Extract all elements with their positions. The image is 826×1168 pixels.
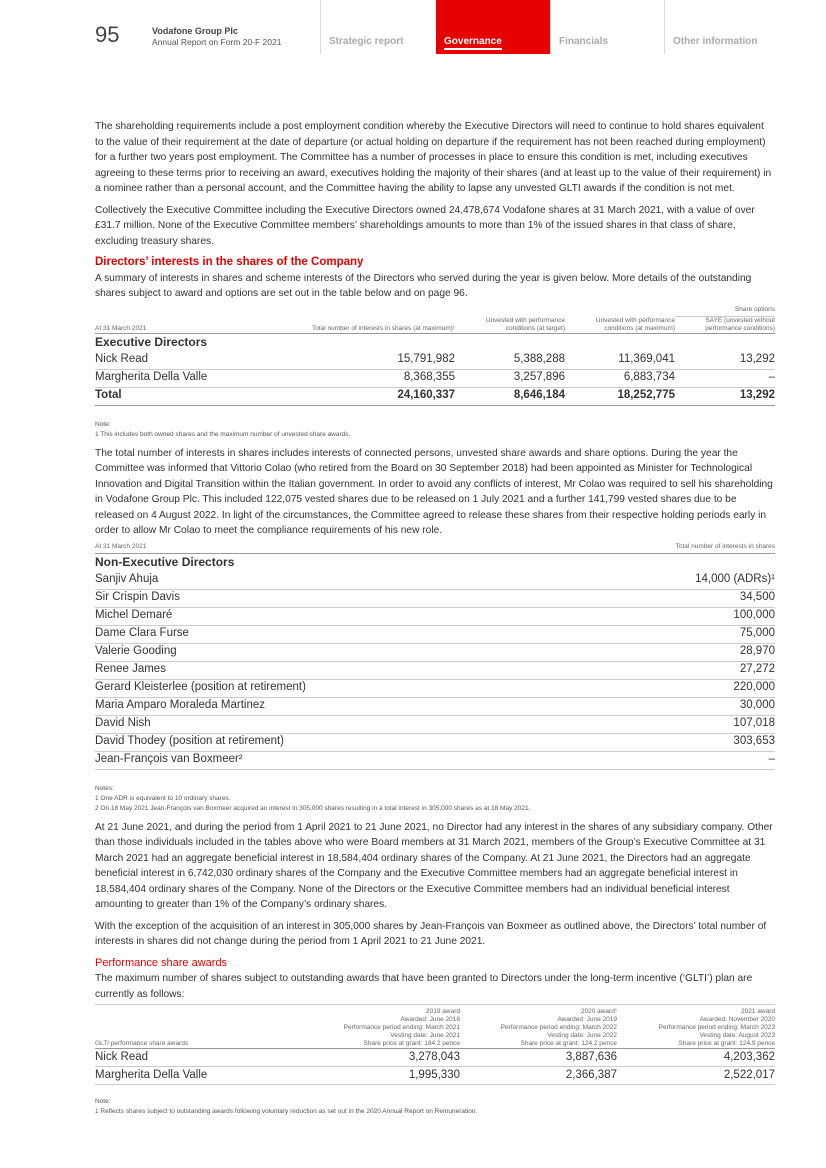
column-header: 2020 award¹ Awarded: June 2019 Performance period ending: March 2022 Vesting date: June 2022 Share price at grant: 124.2 pence bbox=[460, 1005, 617, 1049]
paragraph: The total number of interests in shares includes interests of connected persons, unvested share awards and share options. During the year the Committee was informed that Vittorio Colao (who retired from the Board on 30 September 2018) had been appointed as Minister for Technological Innovation and Digital Transition within the Italian government. In order to avoid any conflicts of interest, Mr Colao was required to sell his shareholding in Vodafone Group Plc. This included 122,075 vested shares due to be released on 1 July 2021 and a further 141,799 vested shares due to be released on 4 August 2022. In light of the circumstances, the Committee agreed to release these shares from their respective holding periods early in order to allow Mr Colao to meet the compliance requirements of his new role. bbox=[95, 447, 773, 536]
table-row bbox=[95, 679, 775, 697]
cell: 13,292 bbox=[675, 352, 775, 370]
date-label: At 31 March 2021 bbox=[95, 541, 557, 554]
tab-governance[interactable]: Governance bbox=[436, 0, 550, 54]
cell: 6,883,734 bbox=[565, 369, 675, 387]
row-name: Margherita Della Valle bbox=[95, 369, 295, 387]
table-section-label: Non-Executive Directors bbox=[95, 554, 235, 569]
column-header: Unvested with performance conditions (at target) bbox=[485, 316, 565, 332]
column-header: SAYE (unvested without performance conditions) bbox=[705, 316, 775, 332]
row-name: Sir Crispin Davis bbox=[95, 589, 557, 607]
page-header bbox=[0, 0, 826, 54]
cell: 27,272 bbox=[557, 661, 775, 679]
total-row bbox=[95, 387, 775, 405]
cell: 8,646,184 bbox=[455, 387, 565, 405]
cell: 75,000 bbox=[557, 625, 775, 643]
paragraph: The maximum number of shares subject to outstanding awards that have been granted to Directors under the long-term incentive (‘GLTI’) plan are currently as follows: bbox=[95, 973, 753, 1000]
subsection-heading: Performance share awards bbox=[95, 956, 228, 969]
cell: – bbox=[675, 369, 775, 387]
cell: 2,522,017 bbox=[617, 1067, 775, 1085]
tab-financials[interactable]: Financials bbox=[550, 0, 664, 54]
row-name: Maria Amparo Moraleda Martinez bbox=[95, 697, 557, 715]
paragraph: At 21 June 2021, and during the period from 1 April 2021 to 21 June 2021, no Director had any interest in the shares of any subsidiary company. Other than those individuals included in the tables above who were Board members at 31 March 2021, members of the Group’s Executive Committee at 31 March 2021 had an aggregate beneficial interest in 18,584,404 ordinary shares of the Company. At 21 June 2021, the Directors had an aggregate beneficial interest in 6,742,030 ordinary shares of the Company and the Executive Committee members had an aggregate beneficial interest in 18,584,404 ordinary shares of the Company. None of the Directors or the Executive Committee members had an individual beneficial interest amounting to greater than 1% of the Company’s ordinary shares. bbox=[95, 821, 773, 910]
cell: 3,278,043 bbox=[305, 1049, 460, 1067]
cell: 5,388,288 bbox=[455, 352, 565, 370]
cell: 303,653 bbox=[557, 733, 775, 751]
table-row bbox=[95, 643, 775, 661]
section-heading: Directors’ interests in the shares of the Company bbox=[95, 256, 364, 268]
table-row bbox=[95, 607, 775, 625]
table-row bbox=[95, 661, 775, 679]
footnote: 1 Reflects shares subject to outstanding awards following voluntary reduction as set out in the 2020 Annual Report on Remuneration. bbox=[95, 1108, 478, 1115]
footnote: 1 This includes both owned shares and the maximum number of unvested share awards. bbox=[95, 430, 351, 438]
table-row bbox=[95, 589, 775, 607]
row-name: Nick Read bbox=[95, 1049, 305, 1067]
paragraph: The shareholding requirements include a post employment condition whereby the Executive Directors will need to continue to hold shares equivalent to the value of their requirement at the date of departure (or actual holding on departure if the requirement has not been reached during employment) for a further two years post employment. The Committee has a number of processes in place to ensure this condition is met, including executives agreeing to these terms prior to receiving an award, executives holding the majority of their shares (and at least up to the value of their requirement) in a nominee rather than a personal account, and the Committee having the ability to lapse any unvested GLTI awards if the condition is not met. bbox=[95, 121, 772, 194]
note-label: Notes: bbox=[95, 784, 114, 792]
table-row bbox=[95, 1049, 775, 1067]
row-name: Valerie Gooding bbox=[95, 643, 557, 661]
row-name: Total bbox=[95, 387, 295, 405]
column-header: 2021 award Awarded: November 2020 Performance period ending: March 2023 Vesting date: August 2023 Share price at grant: 124.9 pence bbox=[617, 1005, 775, 1049]
cell: 13,292 bbox=[675, 387, 775, 405]
row-name: David Nish bbox=[95, 715, 557, 733]
cell: 18,252,775 bbox=[565, 387, 675, 405]
cell: 220,000 bbox=[557, 679, 775, 697]
table-row bbox=[95, 697, 775, 715]
table-row bbox=[95, 369, 775, 387]
paragraph: A summary of interests in shares and scheme interests of the Directors who served during the year is given below. More details of the outstanding shares subject to award and options are set out in the table below and on page 96. bbox=[95, 272, 752, 299]
cell: 2,366,387 bbox=[460, 1067, 617, 1085]
row-name: Jean-François van Boxmeer² bbox=[95, 751, 557, 769]
row-name: Gerard Kleisterlee (position at retirement) bbox=[95, 679, 557, 697]
table-row bbox=[95, 625, 775, 643]
cell: 3,257,896 bbox=[455, 369, 565, 387]
table-section-label: Executive Directors bbox=[95, 333, 775, 352]
column-header: 2019 award Awarded: June 2018 Performance period ending: March 2021 Vesting date: June 2021 Share price at grant: 184.2 pence bbox=[305, 1005, 460, 1049]
row-label-header: GLTI performance share awards bbox=[95, 1005, 305, 1049]
table-row bbox=[95, 733, 775, 751]
cell: 4,203,362 bbox=[617, 1049, 775, 1067]
cell: 100,000 bbox=[557, 607, 775, 625]
share-options-label: Share options bbox=[675, 304, 775, 317]
main-content bbox=[95, 119, 775, 1117]
row-name: Sanjiv Ahuja bbox=[95, 572, 557, 590]
company-name: Vodafone Group Plc bbox=[152, 26, 238, 36]
table-row bbox=[95, 352, 775, 370]
column-header: Unvested with performance conditions (at maximum) bbox=[595, 316, 675, 332]
row-name: Michel Demaré bbox=[95, 607, 557, 625]
table-row bbox=[95, 751, 775, 769]
cell: 11,369,041 bbox=[565, 352, 675, 370]
row-name: Renee James bbox=[95, 661, 557, 679]
cell: 30,000 bbox=[557, 697, 775, 715]
cell: 1,995,330 bbox=[305, 1067, 460, 1085]
cell: 14,000 (ADRs)¹ bbox=[557, 572, 775, 590]
table-row bbox=[95, 572, 775, 590]
report-name: Annual Report on Form 20-F 2021 bbox=[152, 37, 282, 47]
cell: 15,791,982 bbox=[295, 352, 455, 370]
tab-other-information[interactable]: Other information bbox=[664, 0, 826, 54]
executive-interests-table bbox=[95, 304, 775, 406]
cell: 28,970 bbox=[557, 643, 775, 661]
date-label: At 31 March 2021 bbox=[95, 324, 147, 332]
paragraph: Collectively the Executive Committee including the Executive Directors owned 24,478,674 Vodafone shares at 31 March 2021, with a value of over £31.7 million. None of the Executive Committee members’ shareholdings amounts to more than 1% of the issued shares in that class of share, excluding treasury shares. bbox=[95, 204, 755, 247]
cell: 107,018 bbox=[557, 715, 775, 733]
table-row bbox=[95, 715, 775, 733]
page-number: 95 bbox=[95, 22, 120, 47]
paragraph: With the exception of the acquisition of an interest in 305,000 shares by Jean-François van Boxmeer as outlined above, the Directors’ total number of interests in shares did not change during the period from 1 April 2021 to 21 June 2021. bbox=[95, 920, 767, 947]
row-name: Nick Read bbox=[95, 352, 295, 370]
cell: 3,887,636 bbox=[460, 1049, 617, 1067]
row-name: Margherita Della Valle bbox=[95, 1067, 305, 1085]
cell: 34,500 bbox=[557, 589, 775, 607]
cell: 24,160,337 bbox=[295, 387, 455, 405]
note-label: Note: bbox=[95, 420, 111, 428]
non-executive-interests-table bbox=[95, 541, 775, 770]
note-label: Note: bbox=[95, 1098, 111, 1105]
column-header: Total number of interests in shares (at maximum)¹ bbox=[311, 324, 455, 332]
cell: 8,368,355 bbox=[295, 369, 455, 387]
table-row bbox=[95, 1067, 775, 1085]
footnote: 2 On 18 May 2021 Jean-François van Boxmeer acquired an interest in 305,000 shares resulting in a total interest in 305,000 shares as at 18 May 2021. bbox=[95, 804, 531, 812]
cell: – bbox=[557, 751, 775, 769]
row-name: Dame Clara Furse bbox=[95, 625, 557, 643]
performance-share-awards-table bbox=[95, 1004, 775, 1085]
column-header: Total number of interests in shares bbox=[557, 541, 775, 554]
footnote: 1 One ADR is equivalent to 10 ordinary shares. bbox=[95, 794, 231, 802]
row-name: David Thodey (position at retirement) bbox=[95, 733, 557, 751]
tab-strategic-report[interactable]: Strategic report bbox=[320, 0, 436, 54]
